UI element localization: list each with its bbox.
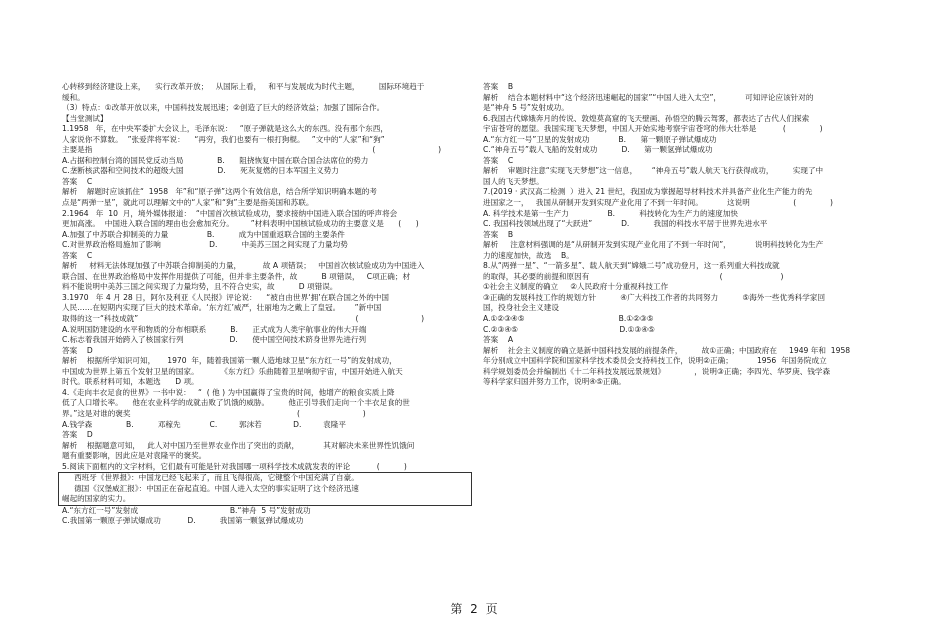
text-line: 解析 结合本题材料中“这个经济迅速崛起的国家”“中国人进入太空”， 可知评论应该针对的 [483, 92, 814, 102]
text-line: 低了人口增长率。 他在农业科学的成就击败了饥饿的威胁。 他正引导我们走向一个丰衣足食的世 [62, 398, 410, 408]
text-line: A.“东方红一号”发射成 B.“神舟 5 号”发射成功 [62, 505, 311, 515]
text-line: 年分别成立中国科学院和国家科学技术委员会支持科技工作，说明②正确； 1956 年国务院成立 [483, 356, 827, 366]
text-line: 解析 根据所学知识可知， 1970 年，随着我国第一颗人造地球卫星“东方红一号”的发射成功， [62, 356, 397, 366]
text-line: 进国家之一， 我国从研制开发到实现产业化用了不到一年时间。 这说明 ( ) [483, 198, 833, 208]
text-line: 宇宙苍穹的愿望。我国实现飞天梦想，中国人开始实地考察宇宙苍穹的伟大壮举是 ( ) [483, 124, 823, 134]
text-line: 更加高涨。 中国进入联合国的理由也会愈加充分。 ”材料表明中国核试验成功的主要意义是 ( ) [62, 219, 419, 229]
text-line: 中国成为世界上第五个发射卫星的国家。 《东方红》乐曲随着卫星响彻宇宙，中国开始进入航天 [62, 366, 403, 376]
text-line: A. 科学技术是第一生产力 B. 科技转化为生产力的速度加快 [483, 208, 738, 218]
text-line: A.①②③④⑤ B.①②③⑤ [483, 314, 654, 324]
text-line: 取得的这一“科技成就” ( ) [62, 314, 425, 324]
text-line: 2.1964 年 10 月，境外媒体报道： “中国首次核试验成功，要求接纳中国进入联合国的呼声将会 [62, 208, 398, 218]
text-line: 料不能说明中美苏三国之间实现了力量均势，且不符合史实，故 D 项错误。 [62, 282, 338, 292]
text-line: C.标志着我国开始跨入了核国家行列 D. 使中国空间技术跻身世界先进行列 [62, 335, 367, 345]
text-line: ③正确的发展科技工作的规划方针 ④广大科技工作者的共同努力 ⑤海外一些优秀科学家回 [483, 292, 826, 302]
text-line: 联合国、在世界政治格局中发挥作用提供了可能，但并非主要条件，故 B 项错误， C项正确；材 [62, 271, 411, 281]
text-line: A.说明国防建设的水平和物质的分布相联系 B. 正式成为人类宇航事业的伟大开端 [62, 324, 367, 334]
text-line: 5.阅读下面框内的文字材料，它们最有可能是针对我国哪一项科学技术成就发表的评论 ( ) [62, 461, 407, 471]
text-line: 解析 解题时应该抓住“ 1958 年”和“原子弹”这两个有效信息，结合所学知识明确本题的考 [62, 187, 377, 197]
text-line: （3）特点：①改革开放以来，中国科技发展迅速；②创造了巨大的经济效益；加强了国际合作。 [62, 103, 385, 113]
text-line: C.对世界政治格局施加了影响 D. 中美苏三国之间实现了力量均势 [62, 240, 348, 250]
text-line: A.加强了中苏联合抑制美的力量 B. 成为中国重返联合国的主要条件 [62, 229, 345, 239]
text-line: 等科学家归国并努力工作，说明④⑤正确。 [483, 377, 626, 387]
text-line: 8.从“两弹一星”、“一箭多星”、载人航天到“嫦娥二号”成功登月，这一系列重大科技成就 [483, 261, 780, 271]
text-line: 题有重要影响，因此应是对袁隆平的褒奖。 [62, 451, 207, 461]
text-line: 人民……在短期内实现了巨大的技术革命。‘东方红’威严，壮丽地为之戴上了皇冠。 ”新中国 [62, 303, 382, 313]
text-line: 答案 C [62, 250, 93, 260]
text-line: 人家说你不算数。 ”张爱萍将军说： “再穷，我们也要有一根打狗棍。 ”文中的“人家”和“狗” [62, 134, 385, 144]
text-line: ①社会主义制度的确立 ②人民政府十分重视科技工作 [483, 282, 669, 292]
text-line: 国，投身社会主义建设 [483, 303, 559, 313]
text-line: 心转移到经济建设上来， 实行改革开放； 从国际上看， 和平与发展成为时代主题， 国际环境趋于 [62, 82, 425, 91]
text-line: 答案 C [483, 155, 514, 165]
text-line: 是“神舟 5 号”发射成功。 [483, 103, 569, 113]
text-line: 6.我国古代嫦娥奔月的传说、敦煌莫高窟的飞天壁画、孙悟空的腾云驾雾，都表达了古代人们探索 [483, 113, 810, 123]
text-line: 1.1958 年，在中央军委扩大会议上，毛泽东说： “原子弹就是这么大的东西。没有那个东西， [62, 124, 388, 134]
text-line: 答案 D [62, 345, 93, 355]
text-line: 【当堂测试】 [62, 113, 108, 123]
text-line: 科学规划委员会并编制出《十二年科技发展远景规划》 ，说明③正确；李四光、华罗庚、钱学森 [483, 366, 831, 376]
text-line: A.占据和控制台湾的国民党反动当局 B. 阻挠恢复中国在联合国合法席位的势力 [62, 155, 369, 165]
text-line: C.垄断核武器和空间技术的超级大国 D. 死灰复燃的日本军国主义势力 [62, 166, 339, 176]
text-line: 答案 B [483, 82, 514, 91]
text-line: 主要是指 ( ) [62, 145, 442, 155]
text-line: 西班牙《世界报》：中国龙已经飞起来了，而且飞得很高，它键整个中国充满了自豪。 [62, 473, 359, 483]
right-column [483, 82, 895, 388]
text-line: 力的速度加快，故选 B。 [483, 250, 574, 260]
text-line: 3.1970 年 4 月 28 日，阿尔及利亚《人民报》评论说： “被自由世界‘拥’在联合国之外的中国 [62, 292, 389, 302]
text-line: 解析 根据题意可知， 此人对中国乃至世界农业作出了突出的贡献， 其对解决未来世界性饥饿问 [62, 440, 415, 450]
text-line: A.钱学森 B. 邓稼先 C. 郭沫若 D. 袁隆平 [62, 419, 346, 429]
quoted-material-box [58, 472, 472, 506]
text-line: 点是“两弹一星”，就此可以理解文中的“人家”和“狗”主要是指美国和苏联。 [62, 198, 314, 208]
text-line: 的取得，其必要的前提和原因有 ( ) [483, 271, 784, 281]
text-line: 解析 审题时注意“实现飞天梦想”这一信息， “神舟五号”载人航天飞行获得成功， 实现了中 [483, 166, 824, 176]
text-line: 解析 注意材料强调的是“从研制开发到实现产业化用了不到一年时间”， 说明科技转化为生产 [483, 240, 824, 250]
text-line: C.“神舟五号”载人飞船的发射成功 D. 第一颗氢弹试爆成功 [483, 145, 713, 155]
text-line: 崛起的国家的实力。 [62, 494, 131, 504]
text-line: 答案 B [483, 229, 514, 239]
text-line: C.②③④⑤ D.①③④⑤ [483, 324, 655, 334]
text-line: 德国《汉堡威汇报》：中国正在奋起直追。中国人进入太空的事实证明了这个经济迅速 [62, 483, 359, 493]
text-line: 解析 材料无法体现加强了中苏联合抑制美的力量， 故 A 项错误； 中国首次核试验成功为中国进入 [62, 261, 425, 271]
text-line: 缓和。 [62, 92, 85, 102]
text-line: A.“东方红一号”卫星的发射成功 B. 第一颗原子弹试爆成功 [483, 134, 717, 144]
text-line: 7.(2019 · 武汉高二检测 ）进入 21 世纪，我国成为掌握超导材料技术并具备产业化生产能力的先 [483, 187, 813, 197]
text-line: 答案 A [483, 335, 514, 345]
page-number: 第 2 页 [450, 602, 500, 616]
text-line: C.我国第一颗原子弹试爆成功 D. 我国第一颗氢弹试爆成功 [62, 516, 304, 526]
text-line: 国人的飞天梦想。 [483, 176, 544, 186]
text-line: 答案 C [62, 176, 93, 186]
text-line: 时代。联系材料可知，本题选 D 项。 [62, 377, 199, 387]
text-line: C. 我国科技领域出现了“大跃进” D. 我国的科技水平居于世界先进水平 [483, 219, 768, 229]
text-line: 4.《走向丰衣足食的世界》一书中说： “ ( 他 ) 为中国赢得了宝贵的时间，他增产的粮食实质上降 [62, 387, 395, 397]
left-column [62, 82, 472, 527]
text-line: 解析 社会主义制度的确立是新中国科技发展的前提条件， 故①正确；中国政府在 1949 年和 1958 [483, 345, 851, 355]
text-line: 答案 D [62, 430, 93, 440]
text-line: 界。”这是对谁的褒奖 ( ) [62, 408, 366, 418]
